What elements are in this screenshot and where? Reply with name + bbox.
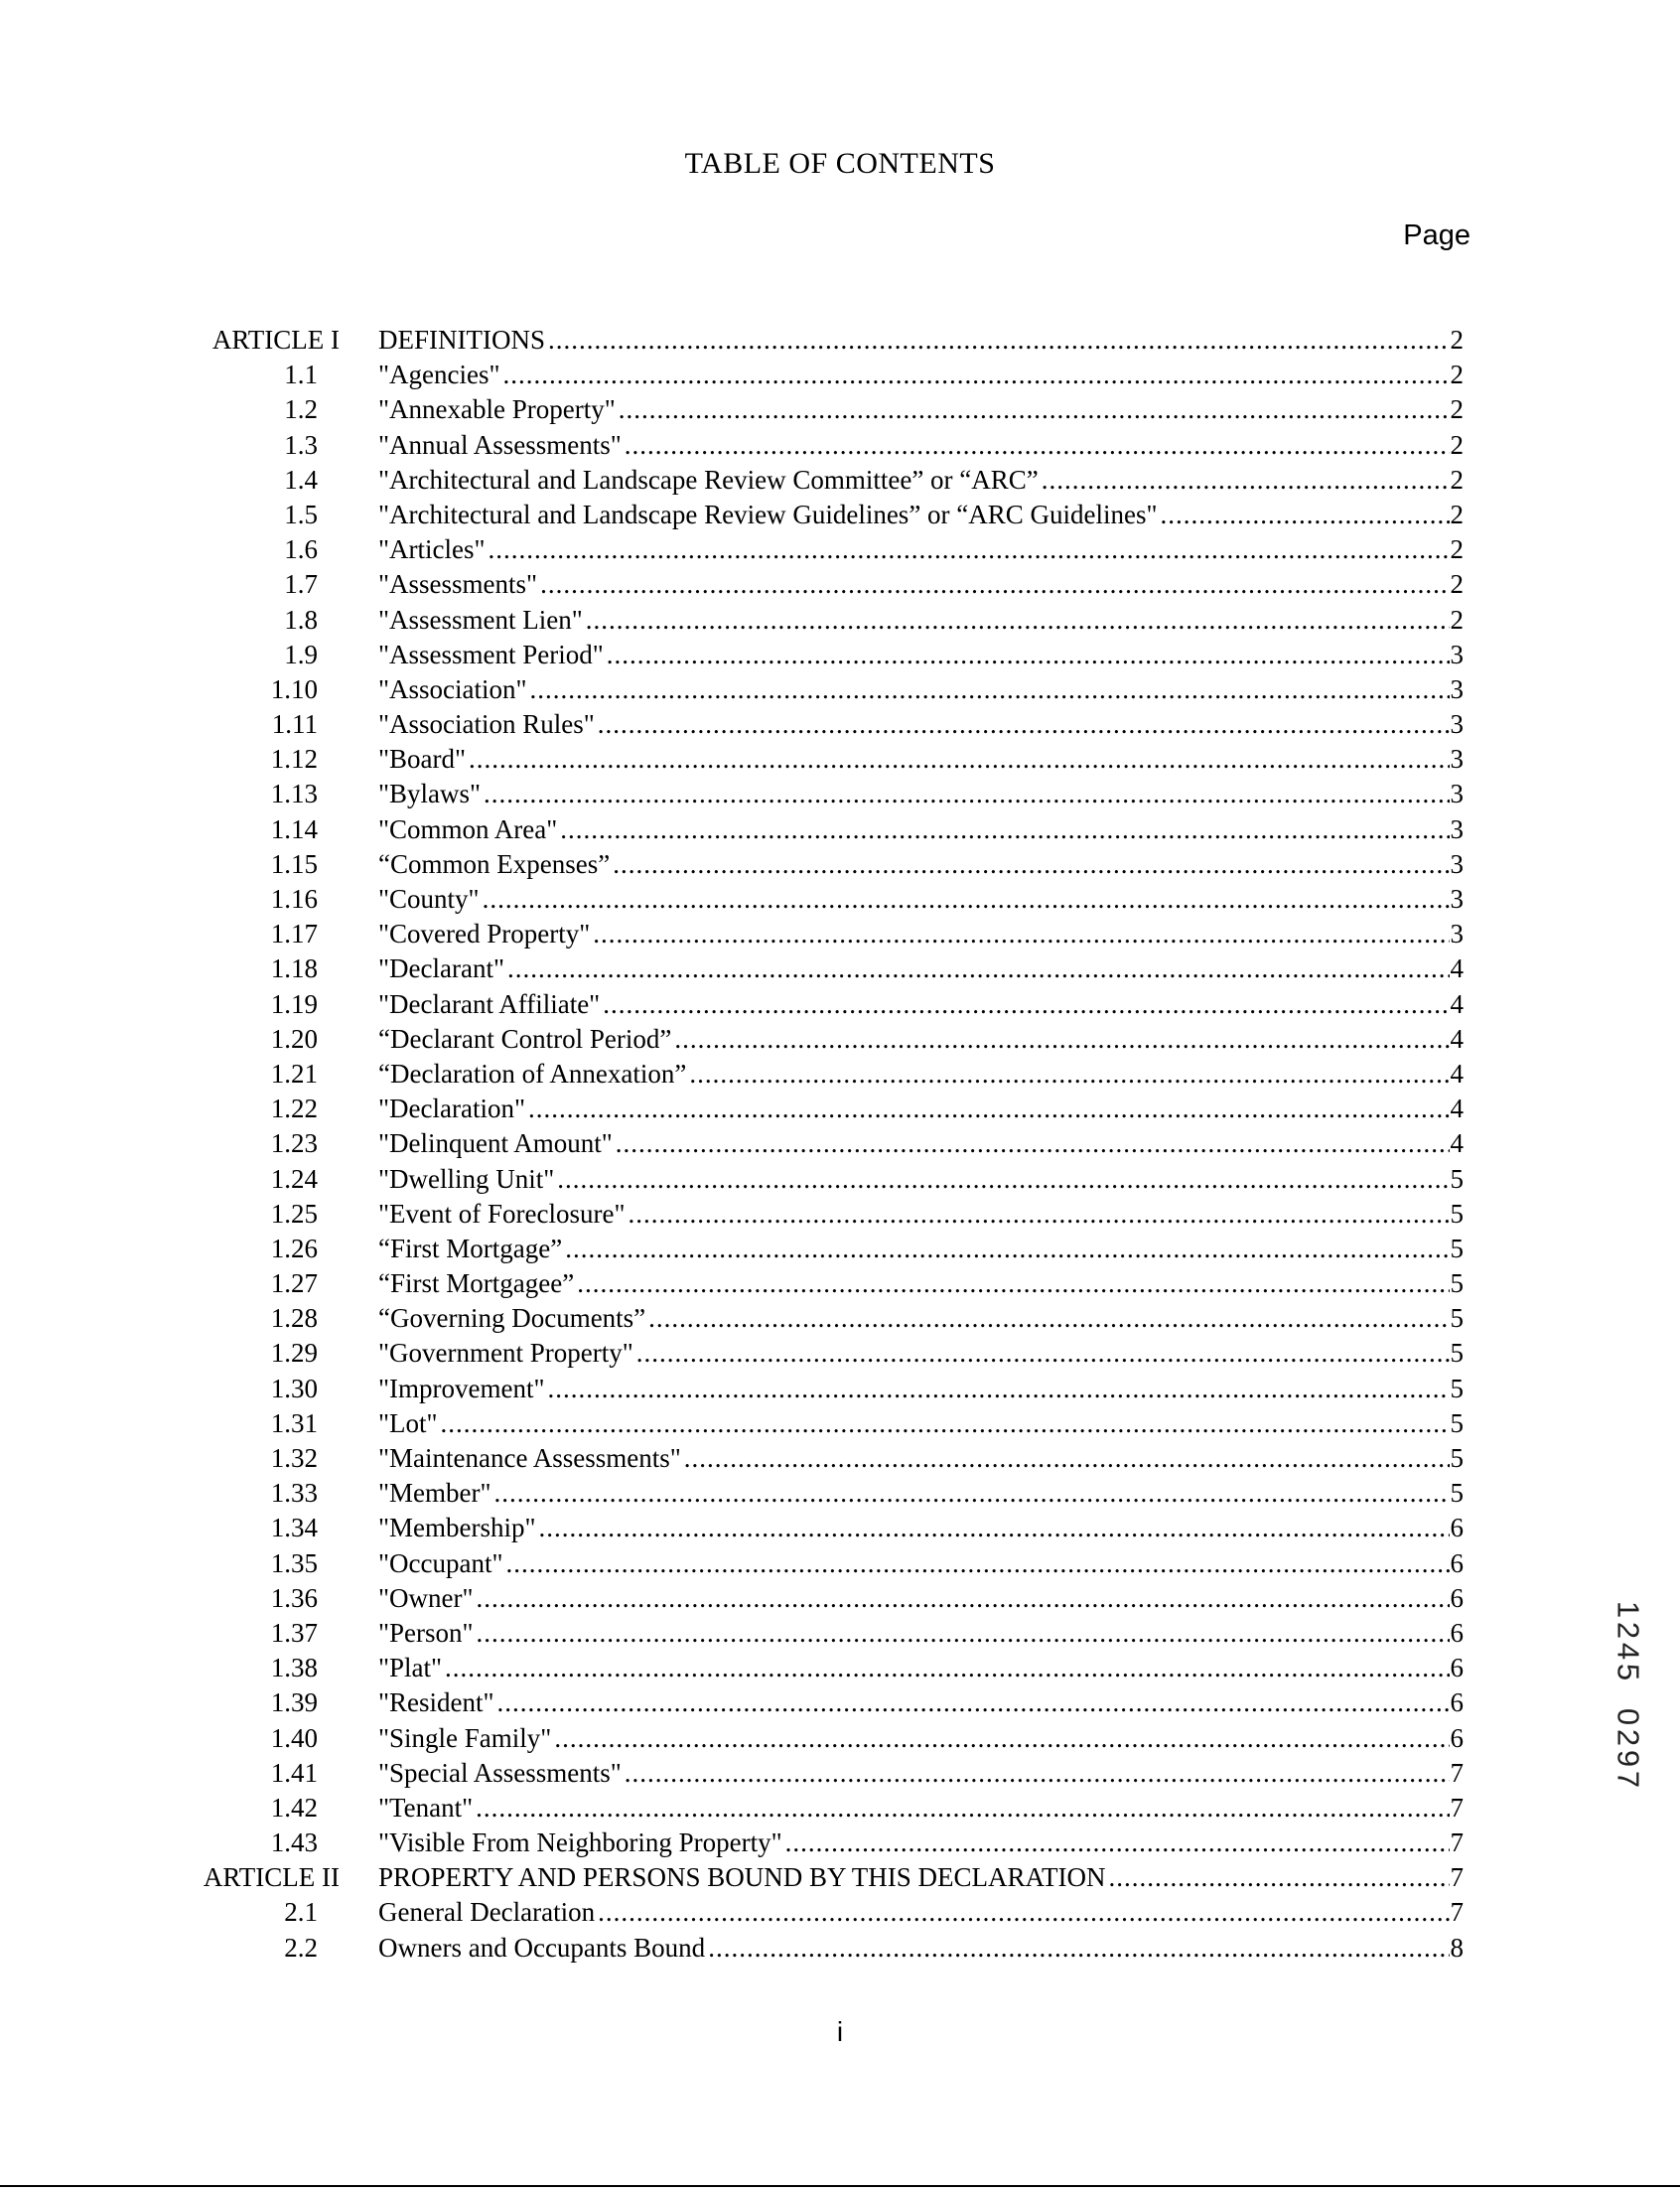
toc-number: 1.26 xyxy=(270,1233,318,1263)
dot-leader xyxy=(494,1476,1450,1511)
toc-row xyxy=(0,1266,1680,1301)
toc-page-number: 2 xyxy=(1450,429,1464,460)
toc-page-number: 5 xyxy=(1450,1338,1464,1369)
toc-title: "Board" xyxy=(378,744,467,775)
toc-number: 1.28 xyxy=(270,1303,318,1334)
toc-row xyxy=(0,1197,1680,1232)
toc-entry xyxy=(378,1756,1464,1791)
toc-title: "Dwelling Unit" xyxy=(378,1163,555,1194)
toc-page-number: 5 xyxy=(1450,1407,1464,1438)
dot-leader xyxy=(636,1336,1450,1371)
toc-row xyxy=(0,1895,1680,1930)
toc-entry xyxy=(378,1826,1464,1860)
bottom-rule xyxy=(0,2185,1680,2187)
toc-entry xyxy=(378,1511,1464,1545)
toc-title: DEFINITIONS xyxy=(378,325,545,355)
dot-leader xyxy=(477,1616,1450,1651)
toc-entry xyxy=(378,603,1464,638)
toc-page-number: 2 xyxy=(1450,604,1464,635)
toc-title: "Assessment Period" xyxy=(378,639,604,669)
toc-number: 1.40 xyxy=(270,1722,318,1753)
toc-number: 1.37 xyxy=(270,1617,318,1648)
toc-entry xyxy=(378,672,1464,707)
toc-entry xyxy=(378,1197,1464,1232)
toc-page-number: 6 xyxy=(1450,1722,1464,1753)
toc-entry xyxy=(378,1162,1464,1197)
toc-number: 1.17 xyxy=(270,919,318,949)
toc-title: "Resident" xyxy=(378,1687,494,1718)
page-title: TABLE OF CONTENTS xyxy=(684,147,996,180)
toc-number: 1.31 xyxy=(270,1407,318,1438)
toc-entry xyxy=(378,1372,1464,1406)
toc-page-number: 6 xyxy=(1450,1582,1464,1613)
toc-page-number: 5 xyxy=(1450,1443,1464,1473)
toc-number: 1.15 xyxy=(270,848,318,879)
toc-row xyxy=(0,392,1680,427)
toc-page-number: 6 xyxy=(1450,1653,1464,1683)
toc-entry xyxy=(378,1441,1464,1476)
toc-number: 1.25 xyxy=(270,1198,318,1229)
dot-leader xyxy=(628,1197,1449,1232)
toc-entry xyxy=(378,987,1464,1022)
toc-title: "Owner" xyxy=(378,1582,474,1613)
toc-page-number: 5 xyxy=(1450,1373,1464,1403)
toc-title: "Improvement" xyxy=(378,1373,545,1403)
toc-entry xyxy=(378,1616,1464,1651)
dot-leader xyxy=(1108,1860,1449,1895)
toc-number: 1.3 xyxy=(284,429,318,460)
page-column-label: Page xyxy=(1403,219,1470,251)
toc-number: 1.38 xyxy=(270,1653,318,1683)
toc-number: 1.41 xyxy=(270,1757,318,1788)
toc-entry xyxy=(378,742,1464,777)
dot-leader xyxy=(530,672,1450,707)
toc-number: 1.29 xyxy=(270,1338,318,1369)
toc-row xyxy=(0,917,1680,951)
toc-page-number: 6 xyxy=(1450,1687,1464,1718)
toc-title: "Association Rules" xyxy=(378,709,595,740)
toc-title: "Bylaws" xyxy=(378,779,482,809)
toc-number: 1.9 xyxy=(284,639,318,669)
dot-leader xyxy=(503,358,1450,392)
toc-entry xyxy=(378,917,1464,951)
toc-title: "Tenant" xyxy=(378,1792,474,1823)
toc-row xyxy=(0,1511,1680,1545)
toc-page-number: 2 xyxy=(1450,534,1464,565)
dot-leader xyxy=(560,812,1449,847)
toc-number: 1.19 xyxy=(270,988,318,1019)
toc-number: 1.32 xyxy=(270,1443,318,1473)
dot-leader xyxy=(577,1266,1449,1301)
toc-title: "Covered Property" xyxy=(378,919,591,949)
toc-entry xyxy=(378,812,1464,847)
toc-row xyxy=(0,1546,1680,1581)
dot-leader xyxy=(548,1372,1450,1406)
toc-entry xyxy=(378,1860,1464,1895)
toc-number: ARTICLE I xyxy=(211,325,340,355)
toc-title: "Lot" xyxy=(378,1407,438,1438)
toc-page-number: 2 xyxy=(1450,394,1464,425)
toc-title: "Membership" xyxy=(378,1513,536,1543)
toc-page-number: 5 xyxy=(1450,1198,1464,1229)
dot-leader xyxy=(506,1546,1450,1581)
side-stamp-digit: 0 xyxy=(1610,1707,1646,1726)
toc-entry xyxy=(378,532,1464,567)
toc-entry xyxy=(378,1685,1464,1720)
toc-row xyxy=(0,358,1680,392)
toc-row xyxy=(0,1092,1680,1126)
toc-row xyxy=(0,603,1680,638)
toc-number: 1.6 xyxy=(284,534,318,565)
toc-row xyxy=(0,1721,1680,1756)
toc-title: "Annexable Property" xyxy=(378,394,616,425)
dot-leader xyxy=(603,987,1449,1022)
toc-page-number: 5 xyxy=(1450,1268,1464,1299)
toc-page-number: 4 xyxy=(1450,1094,1464,1124)
toc-title: “Declarant Control Period” xyxy=(378,1023,672,1054)
toc-number: 1.20 xyxy=(270,1023,318,1054)
dot-leader xyxy=(483,882,1450,917)
dot-leader xyxy=(507,951,1450,986)
toc-number: 1.34 xyxy=(270,1513,318,1543)
dot-leader xyxy=(785,1826,1450,1860)
toc-page-number: 4 xyxy=(1450,1058,1464,1089)
toc-row xyxy=(0,951,1680,986)
toc-title: "Delinquent Amount" xyxy=(378,1128,613,1159)
toc-row xyxy=(0,1791,1680,1826)
toc-entry xyxy=(378,1546,1464,1581)
toc-entry xyxy=(378,358,1464,392)
dot-leader xyxy=(625,428,1450,463)
toc-page-number: 7 xyxy=(1450,1827,1464,1858)
toc-entry xyxy=(378,1581,1464,1616)
toc-row xyxy=(0,532,1680,567)
toc-row xyxy=(0,1651,1680,1685)
toc-page-number: 3 xyxy=(1450,779,1464,809)
toc-entry xyxy=(378,428,1464,463)
toc-title: "Declarant" xyxy=(378,953,504,984)
toc-number: 1.24 xyxy=(270,1163,318,1194)
toc-title: “First Mortgagee” xyxy=(378,1268,575,1299)
toc-entry xyxy=(378,1301,1464,1336)
toc-entry xyxy=(378,707,1464,742)
dot-leader xyxy=(607,638,1450,672)
toc-number: 1.21 xyxy=(270,1058,318,1089)
toc-page-number: 6 xyxy=(1450,1547,1464,1578)
toc-row xyxy=(0,463,1680,498)
dot-leader xyxy=(684,1441,1450,1476)
dot-leader xyxy=(539,1511,1450,1545)
toc-page-number: 5 xyxy=(1450,1478,1464,1509)
side-stamp-digit: 1 xyxy=(1610,1600,1646,1619)
side-stamp-digit: 2 xyxy=(1610,1621,1646,1640)
toc-entry xyxy=(378,1895,1464,1930)
toc-row xyxy=(0,1756,1680,1791)
toc-page-number: 5 xyxy=(1450,1303,1464,1334)
toc-row xyxy=(0,1860,1680,1895)
side-stamp xyxy=(1609,1599,1648,1790)
dot-leader xyxy=(540,567,1449,602)
toc-number: 1.12 xyxy=(270,744,318,775)
dot-leader xyxy=(528,1092,1450,1126)
toc-page-number: 6 xyxy=(1450,1513,1464,1543)
toc-row xyxy=(0,1826,1680,1860)
toc-title: "County" xyxy=(378,884,480,914)
toc-page-number: 2 xyxy=(1450,325,1464,355)
toc-page-number: 3 xyxy=(1450,709,1464,740)
toc-entry xyxy=(378,1791,1464,1826)
dot-leader xyxy=(445,1651,1449,1685)
toc-row xyxy=(0,882,1680,917)
toc-row xyxy=(0,672,1680,707)
toc-row xyxy=(0,1581,1680,1616)
toc-entry xyxy=(378,1022,1464,1057)
toc-page-number: 7 xyxy=(1450,1792,1464,1823)
toc-number: 1.27 xyxy=(270,1268,318,1299)
dot-leader xyxy=(554,1721,1449,1756)
toc-number: 1.35 xyxy=(270,1547,318,1578)
dot-leader xyxy=(586,603,1450,638)
toc-title: "Articles" xyxy=(378,534,486,565)
toc-title: "Member" xyxy=(378,1478,491,1509)
toc-row xyxy=(0,638,1680,672)
toc-page-number: 3 xyxy=(1450,884,1464,914)
toc-entry xyxy=(378,1126,1464,1161)
toc-page-number: 5 xyxy=(1450,1233,1464,1263)
footer-page-number: i xyxy=(836,2016,844,2047)
toc-page-number: 3 xyxy=(1450,813,1464,844)
side-stamp-digit: 9 xyxy=(1610,1749,1646,1768)
toc-number: 1.42 xyxy=(270,1792,318,1823)
toc-entry xyxy=(378,323,1464,358)
toc-title: "Architectural and Landscape Review Guidelines” or “ARC Guidelines" xyxy=(378,499,1158,529)
toc-title: "Association" xyxy=(378,673,527,704)
toc-page-number: 7 xyxy=(1450,1757,1464,1788)
toc-row xyxy=(0,1301,1680,1336)
toc-page-number: 3 xyxy=(1450,744,1464,775)
toc-number: 1.14 xyxy=(270,813,318,844)
toc-row xyxy=(0,987,1680,1022)
toc-page-number: 3 xyxy=(1450,919,1464,949)
toc-title: "Architectural and Landscape Review Committee” or “ARC” xyxy=(378,464,1039,495)
toc-page-number: 3 xyxy=(1450,848,1464,879)
toc-number: 1.1 xyxy=(284,360,318,390)
toc-page-number: 2 xyxy=(1450,360,1464,390)
toc-title: "Declarant Affiliate" xyxy=(378,988,601,1019)
toc-row xyxy=(0,742,1680,777)
dot-leader xyxy=(708,1931,1449,1966)
toc-page-number: 4 xyxy=(1450,988,1464,1019)
toc-row xyxy=(0,1441,1680,1476)
toc-row xyxy=(0,323,1680,358)
toc-entry xyxy=(378,1336,1464,1371)
toc-title: "Agencies" xyxy=(378,360,500,390)
toc-number: 1.8 xyxy=(284,604,318,635)
toc-title: "Person" xyxy=(378,1617,474,1648)
toc-number: 1.36 xyxy=(270,1582,318,1613)
dot-leader xyxy=(565,1232,1449,1266)
side-stamp-digit: 5 xyxy=(1610,1663,1646,1681)
toc-entry xyxy=(378,1931,1464,1966)
dot-leader xyxy=(593,917,1449,951)
toc-number: 1.5 xyxy=(284,499,318,529)
dot-leader xyxy=(598,1895,1449,1930)
toc-page-number: 2 xyxy=(1450,499,1464,529)
dot-leader xyxy=(616,1126,1450,1161)
toc-number: 1.16 xyxy=(270,884,318,914)
toc-row xyxy=(0,1162,1680,1197)
dot-leader xyxy=(613,847,1449,882)
dot-leader xyxy=(477,1581,1450,1616)
dot-leader xyxy=(689,1057,1449,1092)
dot-leader xyxy=(1042,463,1450,498)
dot-leader xyxy=(476,1791,1449,1826)
toc-title: "Common Area" xyxy=(378,813,558,844)
toc-number: 2.1 xyxy=(284,1897,318,1928)
toc-row xyxy=(0,1931,1680,1966)
toc-number: 1.43 xyxy=(270,1827,318,1858)
toc-row xyxy=(0,1336,1680,1371)
toc-row xyxy=(0,1126,1680,1161)
toc-row xyxy=(0,777,1680,811)
toc-row xyxy=(0,1232,1680,1266)
toc-number: 1.11 xyxy=(271,709,318,740)
toc-number: 1.7 xyxy=(284,569,318,600)
side-stamp-digit: 7 xyxy=(1610,1770,1646,1789)
toc-number: 1.4 xyxy=(284,464,318,495)
toc-title: “Governing Documents” xyxy=(378,1303,646,1334)
toc-number: 1.30 xyxy=(270,1373,318,1403)
toc-title: "Special Assessments" xyxy=(378,1757,622,1788)
dot-leader xyxy=(619,392,1450,427)
toc-page-number: 2 xyxy=(1450,569,1464,600)
dot-leader xyxy=(441,1406,1450,1441)
toc-title: Owners and Occupants Bound xyxy=(378,1932,706,1963)
toc-number: 1.33 xyxy=(270,1478,318,1509)
toc-entry xyxy=(378,1406,1464,1441)
toc-entry xyxy=(378,777,1464,811)
dot-leader xyxy=(648,1301,1449,1336)
toc-entry xyxy=(378,1266,1464,1301)
toc-title: "Single Family" xyxy=(378,1722,552,1753)
toc-number: 1.39 xyxy=(270,1687,318,1718)
toc-entry xyxy=(378,1092,1464,1126)
toc-title: "Visible From Neighboring Property" xyxy=(378,1827,782,1858)
toc-entry xyxy=(378,1651,1464,1685)
toc-number: 1.2 xyxy=(284,394,318,425)
toc-page-number: 4 xyxy=(1450,1023,1464,1054)
toc-number: 1.23 xyxy=(270,1128,318,1159)
toc-number: 1.22 xyxy=(270,1094,318,1124)
toc-entry xyxy=(378,1232,1464,1266)
toc-title: "Annual Assessments" xyxy=(378,429,622,460)
dot-leader xyxy=(598,707,1450,742)
toc-page-number: 5 xyxy=(1450,1163,1464,1194)
toc-title: "Assessment Lien" xyxy=(378,604,583,635)
toc-number: 2.2 xyxy=(284,1932,318,1963)
dot-leader xyxy=(484,777,1449,811)
toc-title: “First Mortgage” xyxy=(378,1233,563,1263)
toc-row xyxy=(0,1372,1680,1406)
toc-title: "Assessments" xyxy=(378,569,538,600)
toc-number: 1.10 xyxy=(270,673,318,704)
dot-leader xyxy=(548,323,1450,358)
toc-number: 1.13 xyxy=(270,779,318,809)
dot-leader xyxy=(469,742,1449,777)
side-stamp-digit: 2 xyxy=(1610,1728,1646,1747)
toc-title: PROPERTY AND PERSONS BOUND BY THIS DECLARATION xyxy=(378,1862,1106,1893)
dot-leader xyxy=(557,1162,1449,1197)
toc-entry xyxy=(378,567,1464,602)
toc-page-number: 7 xyxy=(1450,1862,1464,1893)
dot-leader xyxy=(497,1685,1450,1720)
toc-title: "Plat" xyxy=(378,1653,443,1683)
toc-row xyxy=(0,847,1680,882)
toc-page-number: 8 xyxy=(1450,1932,1464,1963)
toc-page-number: 4 xyxy=(1450,1128,1464,1159)
toc-page-number: 7 xyxy=(1450,1897,1464,1928)
toc-row xyxy=(0,1476,1680,1511)
toc-title: "Government Property" xyxy=(378,1338,633,1369)
toc-page-number: 3 xyxy=(1450,639,1464,669)
toc-row xyxy=(0,812,1680,847)
toc-title: "Maintenance Assessments" xyxy=(378,1443,681,1473)
dot-leader xyxy=(674,1022,1449,1057)
toc-number: ARTICLE II xyxy=(203,1862,340,1893)
toc-page-number: 2 xyxy=(1450,464,1464,495)
toc-row xyxy=(0,1406,1680,1441)
toc-row xyxy=(0,1616,1680,1651)
toc-row xyxy=(0,567,1680,602)
toc-row xyxy=(0,707,1680,742)
toc-row xyxy=(0,1685,1680,1720)
dot-leader xyxy=(625,1756,1450,1791)
toc-entry xyxy=(378,1721,1464,1756)
toc-page-number: 3 xyxy=(1450,673,1464,704)
toc-title: "Declaration" xyxy=(378,1094,525,1124)
dot-leader xyxy=(489,532,1450,567)
toc-entry xyxy=(378,392,1464,427)
toc-page-number: 6 xyxy=(1450,1617,1464,1648)
toc-entry xyxy=(378,1057,1464,1092)
toc-entry xyxy=(378,882,1464,917)
toc-entry xyxy=(378,1476,1464,1511)
toc-title: “Declaration of Annexation” xyxy=(378,1058,687,1089)
toc-entry xyxy=(378,498,1464,532)
toc-entry xyxy=(378,951,1464,986)
toc-title: "Event of Foreclosure" xyxy=(378,1198,626,1229)
dot-leader xyxy=(1161,498,1450,532)
toc-row xyxy=(0,1057,1680,1092)
toc-entry xyxy=(378,638,1464,672)
toc-row xyxy=(0,428,1680,463)
toc-page-number: 4 xyxy=(1450,953,1464,984)
toc-title: General Declaration xyxy=(378,1897,596,1928)
toc-title: "Occupant" xyxy=(378,1547,503,1578)
toc-row xyxy=(0,498,1680,532)
toc-title: “Common Expenses” xyxy=(378,848,611,879)
toc-number: 1.18 xyxy=(270,953,318,984)
side-stamp-digit: 4 xyxy=(1610,1642,1646,1661)
toc-row xyxy=(0,1022,1680,1057)
toc-list xyxy=(0,323,1680,1966)
toc-entry xyxy=(378,463,1464,498)
toc-entry xyxy=(378,847,1464,882)
